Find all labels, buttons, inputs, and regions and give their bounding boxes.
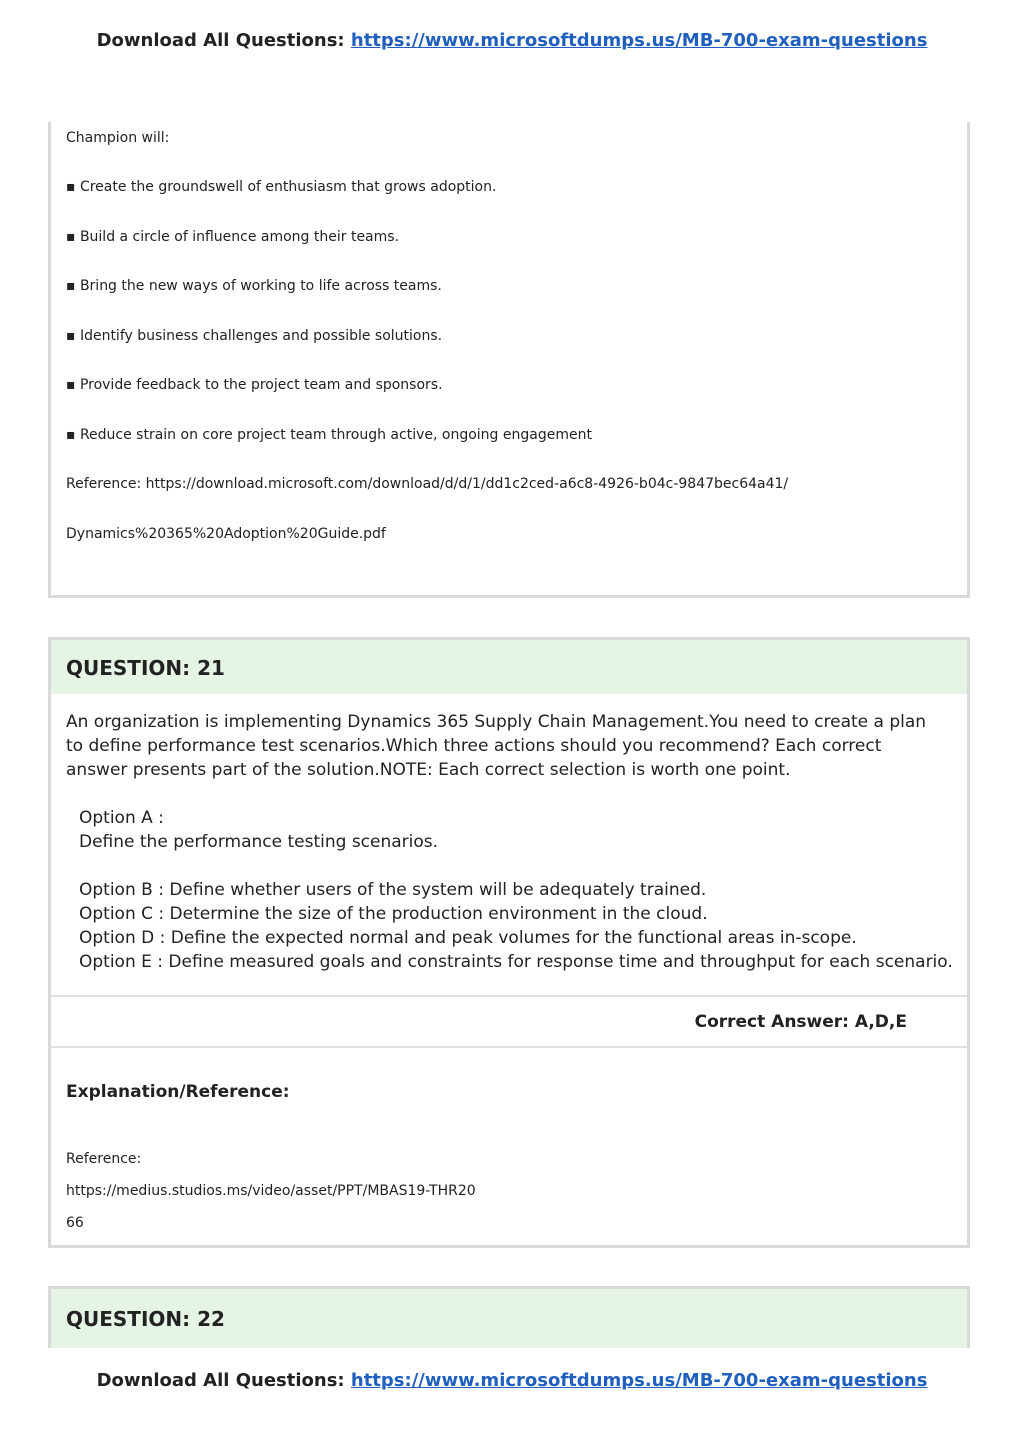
bullet-item: ▪ Bring the new ways of working to life across teams. xyxy=(66,278,442,294)
question-title: QUESTION: 21 xyxy=(51,640,967,694)
reference-line: Dynamics%20365%20Adoption%20Guide.pdf xyxy=(66,526,386,542)
option-d: Option D : Define the expected normal and peak volumes for the functional areas in-scope. xyxy=(79,928,857,948)
bullet-item: ▪ Create the groundswell of enthusiasm that grows adoption. xyxy=(66,179,497,195)
reference-line: Reference: https://download.microsoft.com/download/d/d/1/dd1c2ced-a6c8-4926-b04c-9847bec64a41/ xyxy=(66,476,789,492)
bullet-item: ▪ Build a circle of influence among their teams. xyxy=(66,229,400,245)
download-banner-top xyxy=(0,30,1024,51)
bullet-item: ▪ Reduce strain on core project team through active, ongoing engagement xyxy=(66,427,592,443)
question-title: QUESTION: 22 xyxy=(51,1289,967,1348)
option-c: Option C : Determine the size of the production environment in the cloud. xyxy=(79,904,708,924)
download-banner-bottom xyxy=(0,1370,1024,1391)
option-e: Option E : Define measured goals and constraints for response time and throughput for each scenario. xyxy=(79,952,953,972)
reference-label: Reference: xyxy=(66,1151,142,1167)
download-label: Download All Questions: xyxy=(96,1370,345,1391)
download-label: Download All Questions: xyxy=(96,30,345,51)
option-b: Option B : Define whether users of the system will be adequately trained. xyxy=(79,880,707,900)
bullet-item: ▪ Provide feedback to the project team and sponsors. xyxy=(66,377,443,393)
download-link[interactable]: https://www.microsoftdumps.us/MB-700-exam-questions xyxy=(350,1370,928,1391)
option-a-label: Option A : xyxy=(79,808,164,828)
divider xyxy=(51,1046,967,1048)
question-text: An organization is implementing Dynamics 365 Supply Chain Management.You need to create a plan to define performance test scenarios.Which three actions should you recommend? Each correct answer presents part of the solution.NOTE: Each correct selection is worth one point. xyxy=(66,712,927,780)
question-21-card xyxy=(48,637,970,1248)
download-link[interactable]: https://www.microsoftdumps.us/MB-700-exam-questions xyxy=(350,30,928,51)
reference-url: https://medius.studios.ms/video/asset/PPT/MBAS19-THR20 xyxy=(66,1183,476,1199)
correct-answer: Correct Answer: A,D,E xyxy=(694,1012,907,1032)
explanation-title: Explanation/Reference: xyxy=(66,1082,290,1102)
option-a-text: Define the performance testing scenarios. xyxy=(79,832,439,852)
page-number: 66 xyxy=(66,1215,84,1231)
divider xyxy=(51,995,967,997)
options-list xyxy=(79,806,953,974)
bullet-item: ▪ Identify business challenges and possible solutions. xyxy=(66,328,443,344)
champion-intro: Champion will: xyxy=(66,130,170,146)
previous-answer-card xyxy=(48,122,970,598)
question-22-card xyxy=(48,1286,970,1348)
